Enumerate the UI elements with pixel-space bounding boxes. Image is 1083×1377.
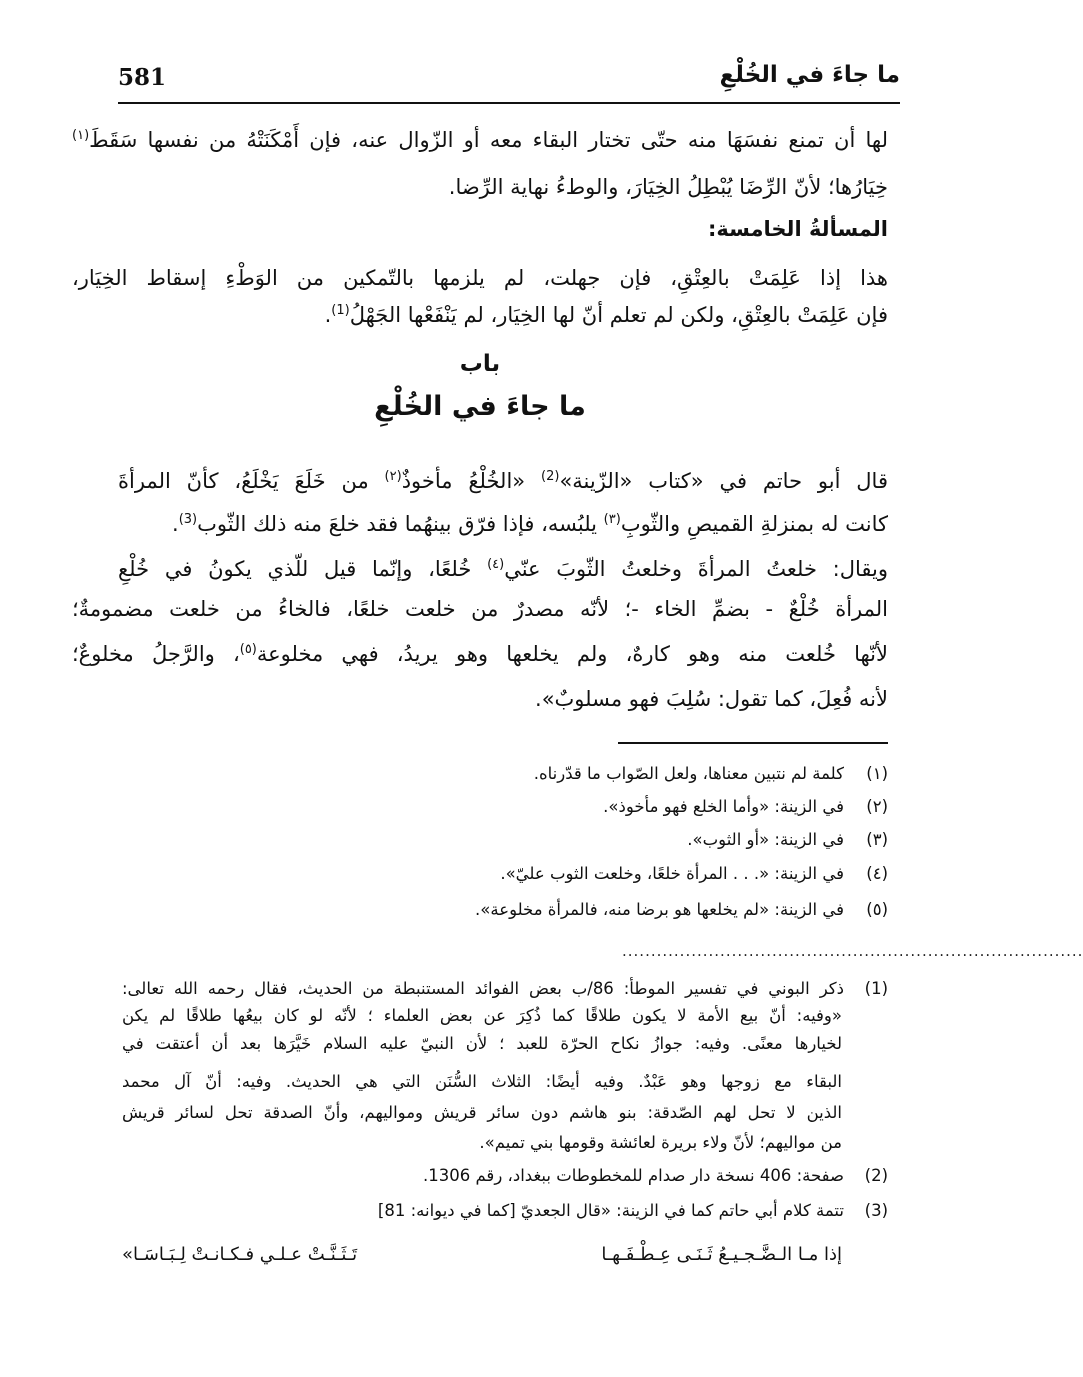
text-line: ويقال: خلعتُ المرأةَ وخلعتُ الثّوبَ عنّي$^{(٤)}$ خُلعًا، وإنّما قيل للّذي يكونُ في خُلْعِ [118, 557, 888, 581]
text-line: هذا إذا عَلِمَتْ بالعِتْقِ، فإن جهلت، لم يلزمها بالتّمكين من الوَطْءِ إسقاط الخِيَار، [72, 266, 888, 290]
running-title: ما جاءَ في الخُلْعِ [719, 62, 900, 88]
text-line: المرأة خُلْعٌ - بضمِّ الخاء -؛ لأنّه مصدرٌ من خلعت خلعًا، فالخاءُ من خلعت مضمومةٌ؛ [72, 597, 888, 621]
text-line: قال أبو حاتم في «كتاب «الزّينة»$^{(2)}$ «الخُلْعُ مأخوذٌ$^{(٢)}$ من خَلَعَ يَخْلَعُ، كأنّ المرأةَ [118, 469, 888, 493]
text-line: كانت له بمنزلةِ القميصِ والثّوبِ$^{(٣)}$ يلبُسه، فإذا فرّق بينهُما فقد خلعَ منه ذلك الثّوب$^{(3)}$. [172, 512, 888, 536]
footnote: (٥)في الزينة: «لم يخلعها هو برضا منه، فالمرأة مخلوعة». [475, 900, 888, 919]
chapter-title: ما جاءَ في الخُلْعِ [374, 391, 586, 422]
footnote-line: الذين لا تحل لهم الصّدقة: بنو هاشم دون سائر قريش ومواليهم، وأنّ الصدقة تحل لسائر قريش [122, 1103, 842, 1122]
footnote-separator [618, 742, 888, 744]
footnote: (٤)في الزينة: «. . . المرأة خلعًا، وخلعت الثوب عليّ». [500, 864, 888, 883]
dotted-separator: ................................................................................ [622, 942, 1083, 960]
page-number: 581 [118, 64, 167, 91]
footnote-line: (1)ذكر البوني في تفسير الموطأ: 86/ب بعض الفوائد المستنبطة من الحديث، فقال رحمه الله تعالى: [122, 979, 888, 998]
poetry-verse [122, 1240, 842, 1270]
text-line: لأنّها خُلعت منه وهو كارهٌ، ولم يخلعها وهو يريدُ، فهي مخلوعة$^{(٥)}$، والرَّجلُ مخلوعٌ؛ [72, 642, 888, 666]
footnote-line: لخيارها معنًى. وفيه: جوازُ نكاح الحرّة للعبد ؛ لأن النبيّ عليه السلام خَيَّرَها بعد أن أعتقت في [122, 1034, 842, 1053]
text-line: لأنه فُعِلَ، كما تقول: سُلِبَ فهو مسلوبٌ». [535, 687, 888, 711]
verse-second-hemistich: تَـثَـنَّـتْ عـلـي فـكـانـتْ لِـبَـاسَـا» [122, 1244, 358, 1265]
verse-first-hemistich: إذا مـا الـضَّـجـيـعُ ثَـنَـى عِـطْـفَـهـا [601, 1244, 842, 1265]
footnote: (٣)في الزينة: «أو الثوب». [687, 830, 888, 849]
page-header [118, 62, 900, 104]
footnote: (٢)في الزينة: «وأما الخلع فهو مأخوذ». [603, 797, 888, 816]
section-heading: المسألةُ الخامسة: [708, 217, 888, 241]
text-line: خِيَارُها؛ لأنّ الرِّضَا يُبْطِلُ الخِيَارَ، والوطءُ نهاية الرِّضا. [448, 175, 888, 199]
footnote: (3)تتمة كلام أبي حاتم كما في الزينة: «قال الجعديّ [كما في ديوانه: 81] [377, 1201, 888, 1220]
text-line: فإن عَلِمَتْ بالعِتْقِ، ولكن لم تعلم أنّ لها الخِيَار، لم يَنْفَعْها الجَهْلُ$^{(1)}$. [324, 303, 888, 327]
text-line: لها أن تمنع نفسَهَا منه حتّى تختار البقاء معه أو الزّوال عنه، فإن أَمْكَنَتْهُ من نفسها سَقَطَ$^{(١)}$ [72, 128, 888, 152]
footnote-line: من مواليهم؛ لأنّ ولاء بريرة لعائشة وقومها بني تميم». [479, 1133, 842, 1152]
footnote-line: «وفيه: أنّ بيع الأمة لا يكون طلاقًا كما ذُكِرَ عن بعض العلماء ؛ لأنّه لو كان بيعُها طلاقًا لم يكن [122, 1006, 842, 1025]
footnote: (2)صفحة: 406 نسخة دار صدام للمخطوطات ببغداد، رقم 1306. [422, 1166, 888, 1185]
chapter-label: باب [459, 351, 501, 377]
footnote-line: البقاء مع زوجها وهو عَبْدٌ. وفيه أيضًا: الثلاث السُّنَن التي هي الحديث. وفيه: أنّ آل محمد [122, 1072, 842, 1091]
footnote: (١)كلمة لم نتبين معناها، ولعل الصّواب ما قدّرناه. [533, 764, 888, 783]
